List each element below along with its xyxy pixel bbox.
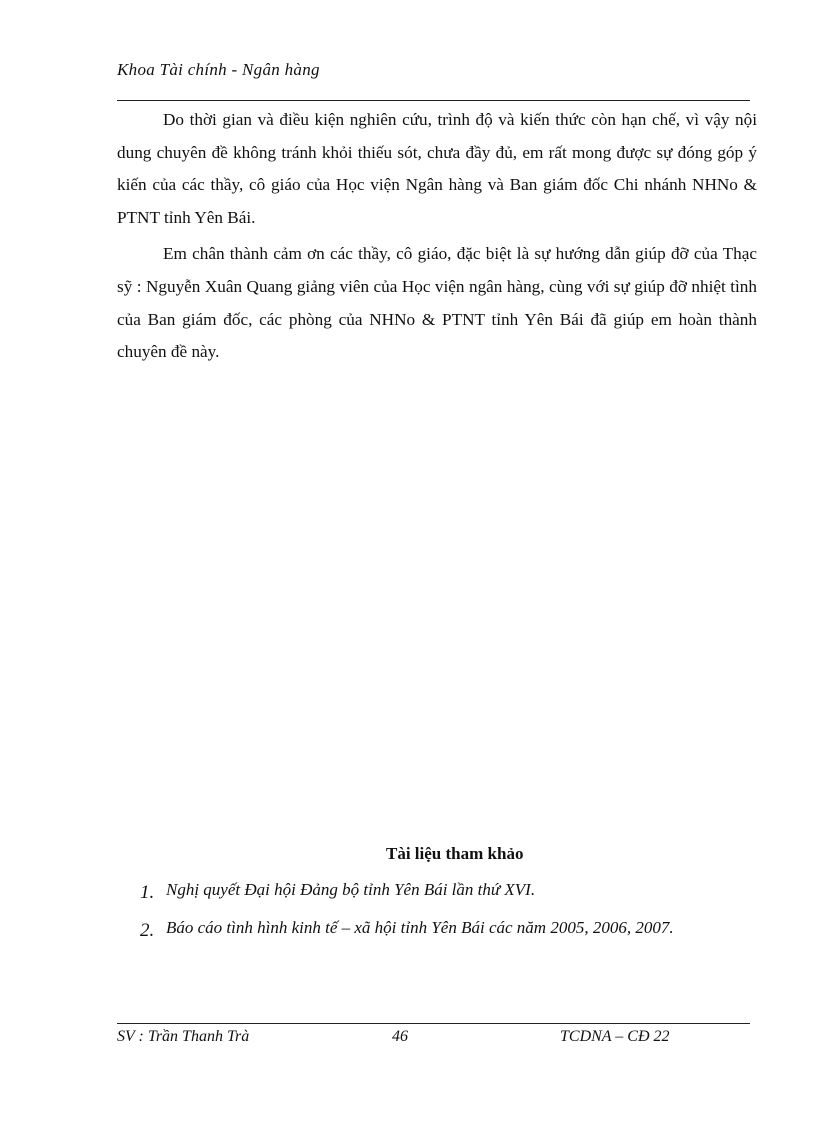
- paragraph: Do thời gian và điều kiện nghiên cứu, trình độ và kiến thức còn hạn chế, vì vậy nội dung chuyên đề không tránh khỏi thiếu sót, chưa đầy đủ, em rất mong được sự đóng góp ý kiến của các thầy, cô giáo của Học viện Ngân hàng và Ban giám đốc Chi nhánh NHNo & PTNT tỉnh Yên Bái.: [117, 110, 757, 227]
- footer-rule: [117, 1023, 750, 1024]
- header-rule: [117, 100, 750, 101]
- reference-text: Báo cáo tình hình kinh tế – xã hội tỉnh Yên Bái các năm 2005, 2006, 2007.: [166, 918, 674, 937]
- footer-class: TCDNA – CĐ 22: [560, 1028, 670, 1045]
- reference-number: 1.: [140, 882, 155, 903]
- page-header: Khoa Tài chính - Ngân hàng: [117, 60, 320, 79]
- references-title: Tài liệu tham khảo: [386, 844, 524, 863]
- reference-item: [140, 918, 674, 942]
- footer-student: SV : Trần Thanh Trà: [117, 1028, 250, 1045]
- reference-item: [140, 880, 535, 904]
- reference-number: 2.: [140, 920, 155, 941]
- reference-text: Nghị quyết Đại hội Đảng bộ tỉnh Yên Bái lần thứ XVI.: [166, 880, 536, 899]
- paragraph: Em chân thành cảm ơn các thầy, cô giáo, đặc biệt là sự hướng dẫn giúp đỡ của Thạc sỹ : Nguyễn Xuân Quang giảng viên của Học viện ngân hàng, cùng với sự giúp đỡ nhiệt tình của Ban giám đốc, các phòng của NHNo & PTNT tỉnh Yên Bái đã giúp em hoàn thành chuyên đề này.: [117, 244, 757, 362]
- body-text: [117, 104, 757, 373]
- footer-page-number: 46: [392, 1028, 408, 1045]
